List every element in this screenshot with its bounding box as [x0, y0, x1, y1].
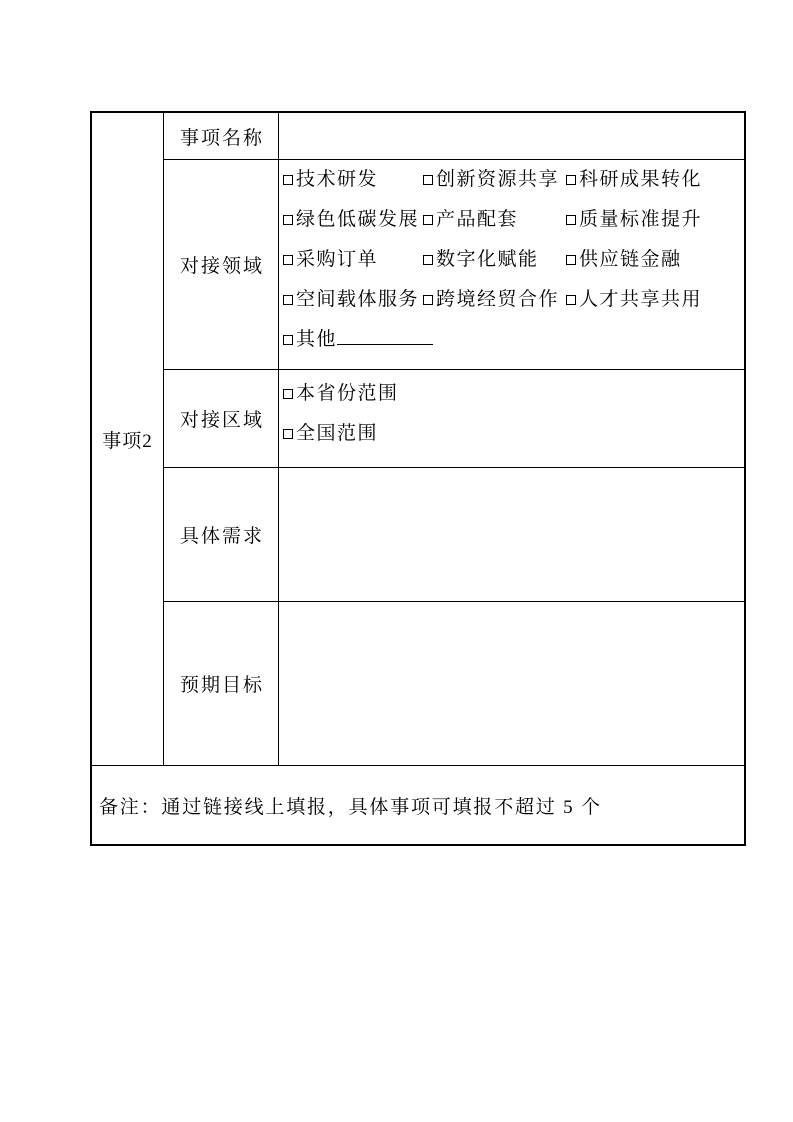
checkbox-option-product-supporting[interactable]: 产品配套 [423, 200, 566, 240]
checkbox-option-talent-sharing[interactable]: 人才共享共用 [566, 280, 744, 320]
options-line [283, 414, 744, 454]
docking-fields-options-cell [279, 160, 744, 370]
docking-region-label-cell [164, 370, 279, 468]
remark-text: 备注：通过链接线上填报，具体事项可填报不超过 5 个 [99, 796, 602, 818]
item-name-value-cell[interactable] [279, 113, 744, 160]
checkbox-option-national-scope[interactable]: 全国范围 [283, 423, 378, 444]
options-line [283, 320, 744, 360]
options-line [283, 240, 744, 280]
item-group-label: 事项2 [102, 430, 153, 452]
checkbox-icon [283, 255, 293, 265]
docking-region-options-cell [279, 370, 744, 468]
checkbox-icon [423, 255, 433, 265]
checkbox-icon [423, 175, 433, 185]
checkbox-icon [566, 295, 576, 305]
specific-needs-input-area[interactable] [283, 468, 744, 601]
checkbox-icon [283, 215, 293, 225]
expected-goals-label-cell [164, 602, 279, 765]
options-line [283, 160, 744, 200]
expected-goals-value-cell[interactable] [279, 602, 744, 765]
docking-region-label: 对接区域 [179, 410, 264, 431]
checkbox-option-quality-standard[interactable]: 质量标准提升 [566, 200, 744, 240]
checkbox-icon [566, 255, 576, 265]
docking-fields-label-cell [164, 160, 279, 370]
specific-needs-value-cell[interactable] [279, 468, 744, 602]
checkbox-option-other[interactable]: 其他 [283, 329, 337, 350]
checkbox-option-supplychain-finance[interactable]: 供应链金融 [566, 240, 744, 280]
remark-cell [92, 765, 744, 844]
checkbox-icon [283, 389, 293, 399]
checkbox-option-purchase-orders[interactable]: 采购订单 [283, 240, 423, 280]
checkbox-icon [566, 175, 576, 185]
checkbox-option-innovation-sharing[interactable]: 创新资源共享 [423, 160, 566, 200]
checkbox-option-digital-enablement[interactable]: 数字化赋能 [423, 240, 566, 280]
checkbox-icon [283, 429, 293, 439]
item-group-label-cell [92, 113, 164, 765]
specific-needs-label-cell [164, 468, 279, 602]
item-name-label-cell [164, 113, 279, 160]
item-name-input-area[interactable] [283, 113, 744, 159]
specific-needs-label: 具体需求 [179, 526, 264, 547]
checkbox-icon [283, 335, 293, 345]
checkbox-icon [423, 295, 433, 305]
expected-goals-input-area[interactable] [283, 602, 744, 765]
checkbox-icon [283, 175, 293, 185]
checkbox-icon [566, 215, 576, 225]
checkbox-option-province-scope[interactable]: 本省份范围 [283, 383, 399, 404]
checkbox-option-space-carrier-service[interactable]: 空间载体服务 [283, 280, 423, 320]
checkbox-icon [283, 295, 293, 305]
checkbox-option-crossborder-trade[interactable]: 跨境经贸合作 [423, 280, 566, 320]
expected-goals-label: 预期目标 [179, 675, 264, 696]
options-line [283, 280, 744, 320]
item-form-table [90, 111, 746, 846]
options-line [283, 200, 744, 240]
checkbox-option-green-lowcarbon[interactable]: 绿色低碳发展 [283, 200, 423, 240]
checkbox-option-research-transfer[interactable]: 科研成果转化 [566, 160, 744, 200]
options-line [283, 374, 744, 414]
checkbox-icon [423, 215, 433, 225]
item-name-label: 事项名称 [179, 127, 264, 149]
docking-fields-label: 对接领域 [179, 256, 264, 277]
other-blank-line[interactable] [337, 320, 433, 345]
checkbox-option-tech-rd[interactable]: 技术研发 [283, 160, 423, 200]
